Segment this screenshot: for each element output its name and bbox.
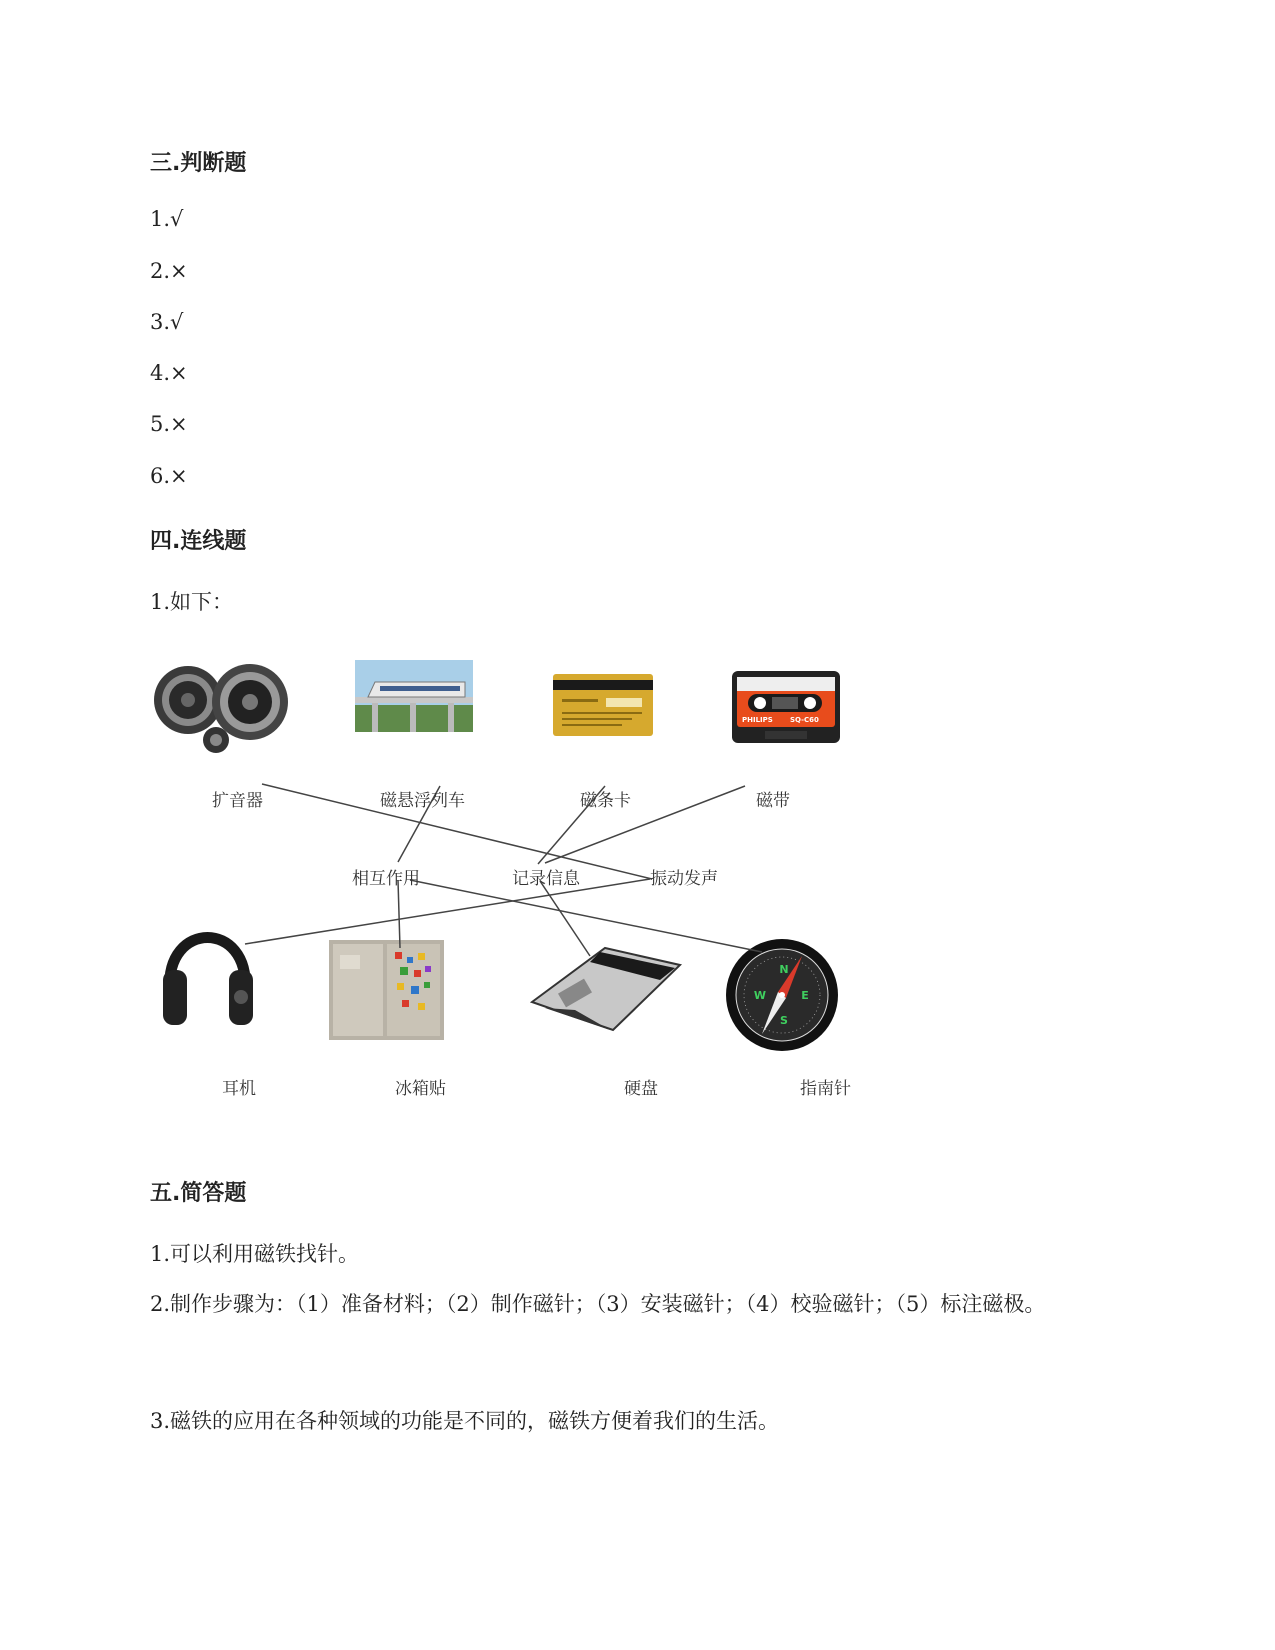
fridge-magnet-image — [329, 940, 444, 1040]
label-maglev: 磁悬浮列车 — [380, 791, 465, 811]
compass-w: W — [753, 989, 767, 1002]
judgment-answer-5: 5.× — [150, 412, 188, 436]
judgment-answer-6: 6.× — [150, 464, 188, 488]
label-hard-disk: 硬盘 — [624, 1079, 658, 1099]
line-tape-record — [545, 786, 745, 863]
maglev-train-image — [355, 660, 473, 732]
judgment-answer-3: 3.√ — [150, 310, 184, 334]
label-fridge-magnet: 冰箱贴 — [395, 1079, 446, 1099]
short-answer-2: 2.制作步骤为：（1）准备材料；（2）制作磁针；（3）安装磁针；（4）校验磁针；（5）标注磁极。 — [150, 1292, 1046, 1316]
judgment-answer-4: 4.× — [150, 361, 188, 385]
short-answer-1: 1.可以利用磁铁找针。 — [150, 1242, 360, 1266]
label-speaker: 扩音器 — [212, 791, 263, 811]
section-4-title: 四.连线题 — [150, 529, 247, 554]
judgment-answer-2: 2.× — [150, 259, 188, 283]
line-compass-interaction — [410, 880, 762, 952]
label-vibration-sound: 振动发声 — [650, 869, 718, 889]
label-compass: 指南针 — [800, 1079, 851, 1099]
label-interaction: 相互作用 — [352, 869, 420, 889]
line-headphones-vibration — [245, 879, 650, 944]
line-fridge-interaction — [398, 880, 400, 948]
compass-n: N — [779, 963, 789, 976]
cassette-tape-image — [732, 671, 840, 743]
section-5-title: 五.简答题 — [150, 1181, 247, 1206]
speaker-image — [154, 664, 288, 753]
label-headphones: 耳机 — [222, 1079, 256, 1099]
label-magnetic-card: 磁条卡 — [580, 791, 631, 811]
judgment-answer-1: 1.√ — [150, 207, 184, 231]
cassette-model: SQ-C60 — [790, 716, 819, 724]
label-tape: 磁带 — [756, 791, 790, 811]
short-answer-3: 3.磁铁的应用在各种领域的功能是不同的，磁铁方便着我们的生活。 — [150, 1409, 780, 1433]
headphones-image — [163, 938, 253, 1026]
section-3-title: 三.判断题 — [150, 151, 247, 176]
compass-s: S — [780, 1014, 788, 1027]
magnetic-card-image — [553, 674, 653, 736]
compass-image — [726, 939, 838, 1051]
cassette-brand: PHILIPS — [742, 716, 773, 724]
label-record-info: 记录信息 — [512, 869, 580, 889]
compass-e: E — [801, 989, 809, 1002]
hard-disk-image — [532, 948, 680, 1030]
matching-question-1: 1.如下： — [150, 590, 234, 614]
